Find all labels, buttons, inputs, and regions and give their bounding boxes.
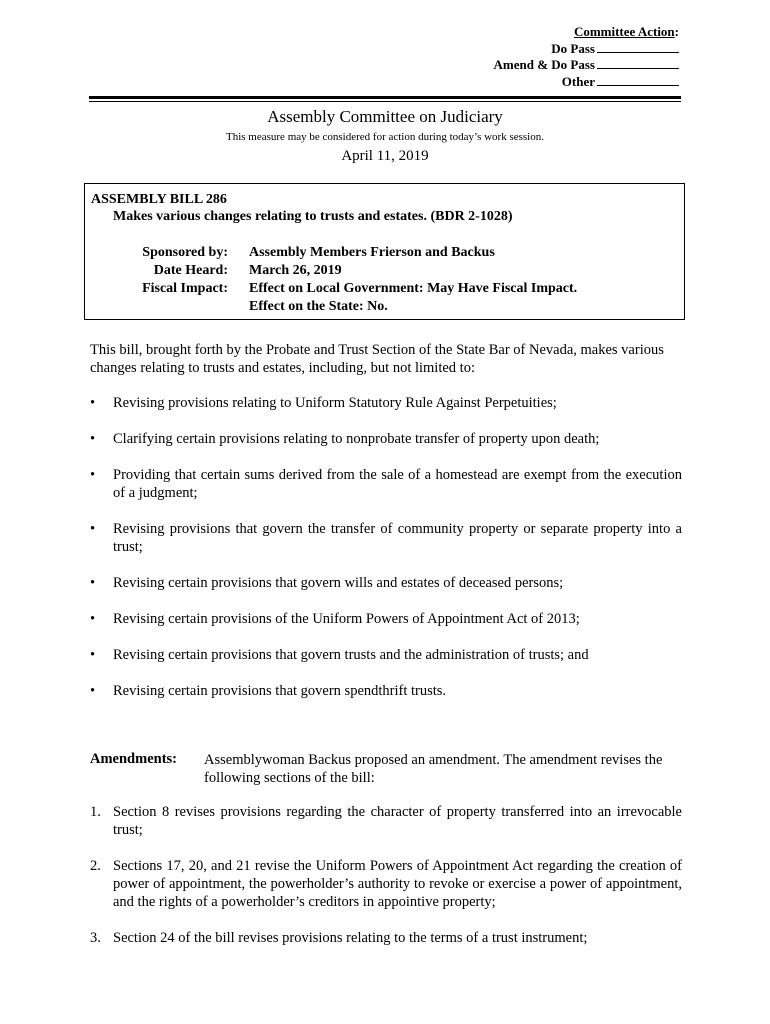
bullet-icon: • [90, 431, 96, 447]
bill-description: Makes various changes relating to trusts and estates. (BDR 2-1028) [113, 209, 513, 224]
committee-name: Assembly Committee on Judiciary [267, 107, 503, 126]
bullet-icon: • [90, 683, 96, 699]
bullet-icon: • [90, 395, 96, 411]
other-blank [597, 74, 679, 86]
bill-number: ASSEMBLY BILL 286 [91, 192, 227, 207]
header-divider-thin [89, 101, 681, 102]
header-divider-thick [89, 96, 681, 99]
intro-paragraph: This bill, brought forth by the Probate and Trust Section of the State Bar of Nevada, makes various changes relating to trusts and estates, including, but not limited to: [90, 342, 664, 376]
list-item: 1. Section 8 revises provisions regarding the character of property transferred into an irrevocable trust; [90, 804, 682, 838]
list-item: • Clarifying certain provisions relating to nonprobate transfer of property upon death; [90, 431, 600, 447]
sponsored-by-label: Sponsored by: [142, 245, 228, 260]
bill-summary-box [84, 183, 685, 320]
list-item: • Revising certain provisions that govern trusts and the administration of trusts; and [90, 647, 589, 663]
amendment-list [90, 803, 682, 965]
amend-do-pass-label: Amend & Do Pass [493, 57, 595, 72]
fiscal-impact-label: Fiscal Impact: [142, 281, 228, 296]
amendments-text: Assemblywoman Backus proposed an amendment. The amendment revises the following sections of the bill: [204, 752, 663, 786]
bullet-icon: • [90, 647, 96, 663]
measure-note: This measure may be considered for action during today’s work session. [225, 131, 544, 143]
bullet-icon: • [90, 467, 96, 483]
fiscal-state-value: Effect on the State: No. [249, 299, 388, 314]
list-item: • Revising certain provisions that govern wills and estates of deceased persons; [90, 575, 564, 591]
list-item: • Providing that certain sums derived from the sale of a homestead are exempt from the execution of a judgment; [90, 467, 682, 501]
session-date: April 11, 2019 [341, 148, 429, 164]
committee-action-title: Committee Action [573, 24, 675, 39]
list-item: • Revising provisions relating to Uniform Statutory Rule Against Perpetuities; [90, 395, 557, 411]
list-item: • Revising provisions that govern the transfer of community property or separate property into a trust; [90, 521, 682, 555]
item-number: 1. [90, 804, 101, 820]
list-item: • Revising certain provisions of the Uniform Powers of Appointment Act of 2013; [90, 611, 580, 627]
bullet-icon: • [90, 575, 96, 591]
do-pass-label: Do Pass [551, 40, 595, 56]
amend-do-pass-blank [597, 57, 679, 69]
committee-action-block: Committee Action: Do Pass Amend & Do Pass Other [493, 24, 679, 89]
date-heard-label: Date Heard: [153, 263, 228, 278]
item-number: 2. [90, 858, 101, 874]
other-label: Other [561, 73, 595, 89]
list-item: 2. Sections 17, 20, and 21 revise the Uniform Powers of Appointment Act regarding the creation of power of appointment, the powerholder’s authority to revoke or exercise a power of appointment, and the rights of a powerholder’s creditors in appointive property; [90, 858, 682, 910]
bullet-list [90, 394, 682, 718]
fiscal-local-value: Effect on Local Government: May Have Fiscal Impact. [249, 281, 578, 296]
list-item: 3. Section 24 of the bill revises provisions relating to the terms of a trust instrument; [90, 930, 588, 946]
item-number: 3. [90, 930, 101, 946]
do-pass-blank [597, 41, 679, 53]
bullet-icon: • [90, 611, 96, 627]
date-heard-value: March 26, 2019 [249, 263, 342, 278]
sponsored-by-value: Assembly Members Frierson and Backus [249, 245, 495, 260]
list-item: • Revising certain provisions that govern spendthrift trusts. [90, 683, 447, 699]
amendments-label: Amendments: [90, 751, 177, 767]
bullet-icon: • [90, 521, 96, 537]
